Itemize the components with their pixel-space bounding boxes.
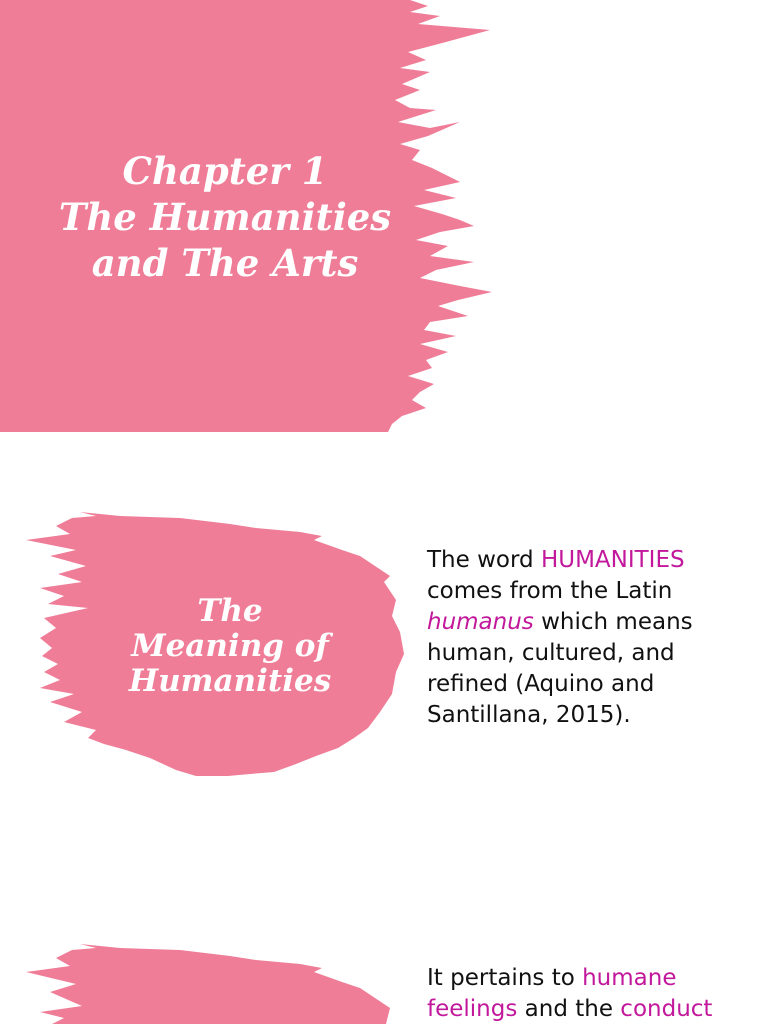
highlight-humane-feelings: humane feelings (427, 965, 677, 1022)
description-text: It pertains to (427, 965, 583, 991)
slide-humane-feelings (0, 864, 768, 1024)
highlight-conduct: conduct (620, 996, 713, 1022)
description-paragraph (427, 963, 762, 1024)
chapter-title-line-3: and The Arts (91, 241, 359, 285)
section-title-line-2: Meaning of (131, 628, 329, 664)
chapter-title-line-2: The Humanities (58, 195, 392, 239)
definition-paragraph (427, 545, 757, 731)
definition-text: comes from the Latin (427, 578, 673, 604)
definition-text: which means human, cultured, and refined (Aquino and Santillana, 2015). (427, 609, 693, 728)
slide-chapter-title (0, 0, 768, 432)
definition-text: The word (427, 547, 541, 573)
highlight-humanus: humanus (427, 609, 534, 635)
section-title-line-1: The (197, 593, 263, 629)
chapter-title-line-1: Chapter 1 (122, 149, 328, 193)
description-text: and the (517, 996, 621, 1022)
section-title (90, 594, 370, 699)
chapter-title (20, 148, 430, 286)
brush-stroke-shape (0, 864, 420, 1024)
section-title-line-3: Humanities (128, 663, 332, 699)
highlight-humanities: HUMANITIES (540, 547, 685, 573)
slide-meaning-of-humanities (0, 432, 768, 864)
